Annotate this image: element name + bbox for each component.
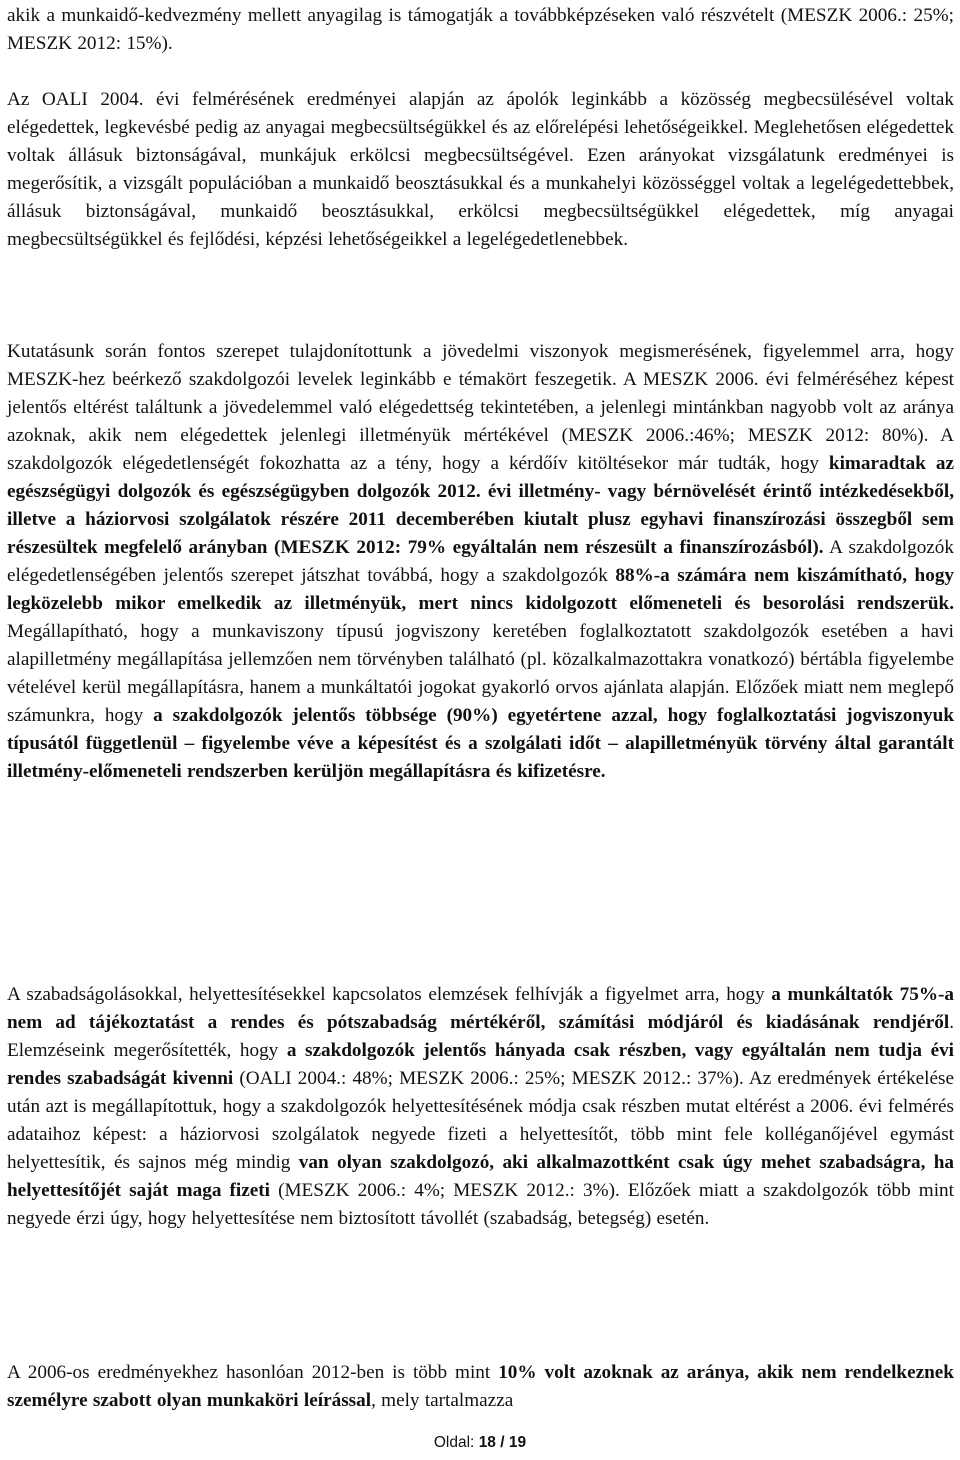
text-run: A szakdolgozók elégedetlenségében jelentős szerepet játszhat továbbá, hogy a szakdolgozók	[7, 537, 954, 586]
bold-text-run: kimaradtak az egészségügyi dolgozók és egészségügyben dolgozók 2012. évi illetmény- vagy bérnövelését érintő intézkedésekből, illetve a háziorvosi szolgálatok részére 2011 decemberében kiutalt plusz egyhavi finanszírozási összegből sem részesültek megfelelő arányban (MESZK 2012: 79% egyáltalán nem részesült a finanszírozásból).	[7, 453, 955, 558]
bold-text-run: 88%-a számára nem kiszámítható, hogy legközelebb mikor emelkedik az illetményük, mert nincs kidolgozott előmeneteli és besorolási rendszerük.	[7, 565, 955, 614]
text-run: Megállapítható, hogy a munkaviszony típusú jogviszony keretében foglalkoztatott szakdolgozók esetében a havi alapilletmény megállapítása jellemzően nem törvényben található (pl. közalkalmazottakra vonatkozó) bértábla figyelembe vételével kerül megállapításra, hanem a munkáltatói jogokat gyakorló orvos ajánlata alapján. Előzőek miatt nem meglepő számunkra, hogy	[7, 621, 954, 726]
paragraph-income-research	[7, 338, 954, 786]
text-run: , mely tartalmazza	[371, 1390, 514, 1411]
bold-text-run: a szakdolgozók jelentős hányada csak részben, vagy egyáltalán nem tudja évi rendes szabadságát kivenni	[7, 1040, 955, 1089]
paragraph-training-support	[7, 2, 954, 58]
text-run: (MESZK 2006.: 4%; MESZK 2012.: 3%). Előzőek miatt a szakdolgozók több mint negyede érzi úgy, hogy helyettesítése nem biztosított távollét (szabadság, betegség) esetén.	[7, 1180, 954, 1229]
text-run: Az OALI 2004. évi felmérésének eredményei alapján az ápolók leginkább a közösség megbecsülésével voltak elégedettek, legkevésbé pedig az anyagai megbecsültségükkel és az előrelépési lehetőségeikkel. Meglehetősen elégedettek voltak állásuk biztonságával, munkájuk erkölcsi megbecsültségével. Ezen arányokat vizsgálatunk eredményei is megerősítik, a vizsgált populációban a munkaidő beosztásukkal és a munkahelyi közösséggel voltak a legelégedettebbek, állásuk biztonságával, munkaidő beosztásukkal, erkölcsi megbecsültségükkel elégedettek, míg anyagai megbecsültségükkel és fejlődési, képzési lehetőségeikkel a legelégedetlenebbek.	[7, 89, 954, 250]
page-number-label: Oldal:	[433, 1434, 479, 1451]
text-run: akik a munkaidő-kedvezmény mellett anyagilag is támogatják a továbbképzéseken való részvételt (MESZK 2006.: 25%; MESZK 2012: 15%).	[7, 5, 954, 54]
page-number-current: 18	[478, 1434, 496, 1451]
text-run: Kutatásunk során fontos szerepet tulajdonítottunk a jövedelmi viszonyok megismerésének, figyelemmel arra, hogy MESZK-hez beérkező szakdolgozói levelek leginkább e témakört feszegetik. A MESZK 2006. évi felméréséhez képest jelentős eltérést találtunk a jövedelemmel való elégedettség tekintetében, a jelenlegi mintánkban nagyobb volt az aránya azoknak, akik nem elégedettek jelenlegi illetményük mértékével (MESZK 2006.:46%; MESZK 2012: 80%). A szakdolgozók elégedetlenségét fokozhatta az a tény, hogy a kérdőív kitöltésekor már tudták, hogy	[7, 341, 954, 474]
text-run: . Elemzéseink megerősítették, hogy	[7, 1012, 954, 1061]
bold-text-run: a munkáltatók 75%-a nem ad tájékoztatást a rendes és pótszabadság mértékéről, számítási módjáról és kiadásának rendjéről	[7, 984, 955, 1033]
paragraph-holiday-substitution	[7, 981, 954, 1233]
text-run: A 2006-os eredményekhez hasonlóan 2012-ben is több mint	[7, 1362, 499, 1383]
paragraph-oali-satisfaction	[7, 86, 954, 254]
page-number-total: 19	[508, 1434, 527, 1451]
page-footer	[0, 1434, 960, 1452]
bold-text-run: a szakdolgozók jelentős többsége (90%) egyetértene azzal, hogy foglalkoztatási jogviszonyuk típusától függetlenül – figyelembe véve a képesítést és a szolgálati időt – alapilletményük törvény által garantált illetmény-előmeneteli rendszerben kerüljön megállapításra és kifizetésre.	[7, 705, 954, 782]
text-run: (OALI 2004.: 48%; MESZK 2006.: 25%; MESZK 2012.: 37%). Az eredmények értékelése után azt is megállapítottuk, hogy a szakdolgozók helyettesítésének módja csak részben mutat eltérést a 2006. évi felmérés adataihoz képest: a háziorvosi szolgálatok negyede fizeti a helyettesítőt, több mint fele kolléganőjével egymást helyettesítik, és sajnos még mindig	[7, 1068, 955, 1173]
text-run: A szabadságolásokkal, helyettesítésekkel kapcsolatos elemzések felhívják a figyelmet arra, hogy	[7, 984, 772, 1005]
bold-text-run: van olyan szakdolgozó, aki alkalmazottként csak úgy mehet szabadságra, ha helyettesítőjét saját maga fizeti	[7, 1152, 954, 1201]
bold-text-run: 10% volt azoknak az aránya, akik nem rendelkeznek személyre szabott olyan munkaköri leírással	[7, 1362, 954, 1411]
page-number-separator: /	[495, 1434, 509, 1451]
paragraph-job-description	[7, 1359, 954, 1415]
